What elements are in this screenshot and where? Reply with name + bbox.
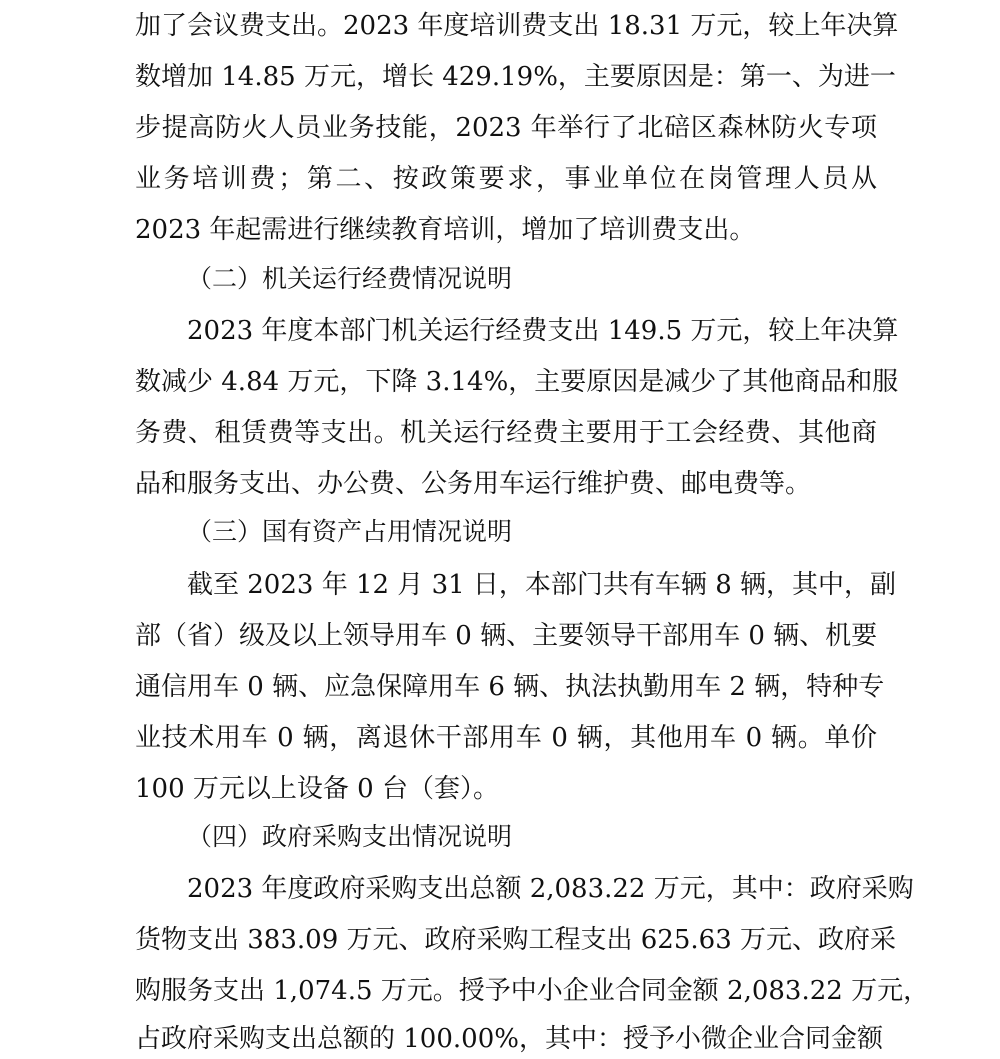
paragraph-line: 购服务支出 1,074.5 万元。授予中小企业合同金额 2,083.22 万元， xyxy=(135,976,930,1006)
section-heading-operating-expenses: （二）机关运行经费情况说明 xyxy=(187,264,513,293)
paragraph-line: 通信用车 0 辆、应急保障用车 6 辆、执法执勤用车 2 辆，特种专 xyxy=(135,672,885,702)
paragraph-line: 100 万元以上设备 0 台（套）。 xyxy=(135,774,499,804)
paragraph-line: 务费、租赁费等支出。机关运行经费主要用于工会经费、其他商 xyxy=(135,418,877,448)
paragraph-line: 品和服务支出、办公费、公务用车运行维护费、邮电费等。 xyxy=(135,469,812,499)
paragraph-line: 业技术用车 0 辆，离退休干部用车 0 辆，其他用车 0 辆。单价 xyxy=(135,723,877,753)
paragraph-line: 2023 年度政府采购支出总额 2,083.22 万元，其中：政府采购 xyxy=(187,874,914,904)
paragraph-line: 占政府采购支出总额的 100.00%，其中：授予小微企业合同金额 xyxy=(135,1024,883,1054)
paragraph-line: 业务培训费；第二、按政策要求，事业单位在岗管理人员从 xyxy=(135,164,877,194)
paragraph-line: 数增加 14.85 万元，增长 429.19%，主要原因是：第一、为进一 xyxy=(135,62,896,92)
paragraph-line: 截至 2023 年 12 月 31 日，本部门共有车辆 8 辆，其中，副 xyxy=(187,570,896,600)
section-heading-procurement: （四）政府采购支出情况说明 xyxy=(187,822,513,851)
paragraph-line: 2023 年起需进行继续教育培训，增加了培训费支出。 xyxy=(135,215,756,245)
paragraph-line: 部（省）级及以上领导用车 0 辆、主要领导干部用车 0 辆、机要 xyxy=(135,621,878,651)
paragraph-line: 数减少 4.84 万元，下降 3.14%，主要原因是减少了其他商品和服 xyxy=(135,367,899,397)
paragraph-line: 步提高防火人员业务技能，2023 年举行了北碚区森林防火专项 xyxy=(135,113,877,143)
section-heading-state-assets: （三）国有资产占用情况说明 xyxy=(187,517,513,546)
paragraph-line: 加了会议费支出。2023 年度培训费支出 18.31 万元，较上年决算 xyxy=(135,11,899,41)
paragraph-line: 2023 年度本部门机关运行经费支出 149.5 万元，较上年决算 xyxy=(187,316,899,346)
paragraph-line: 货物支出 383.09 万元、政府采购工程支出 625.63 万元、政府采 xyxy=(135,925,897,955)
